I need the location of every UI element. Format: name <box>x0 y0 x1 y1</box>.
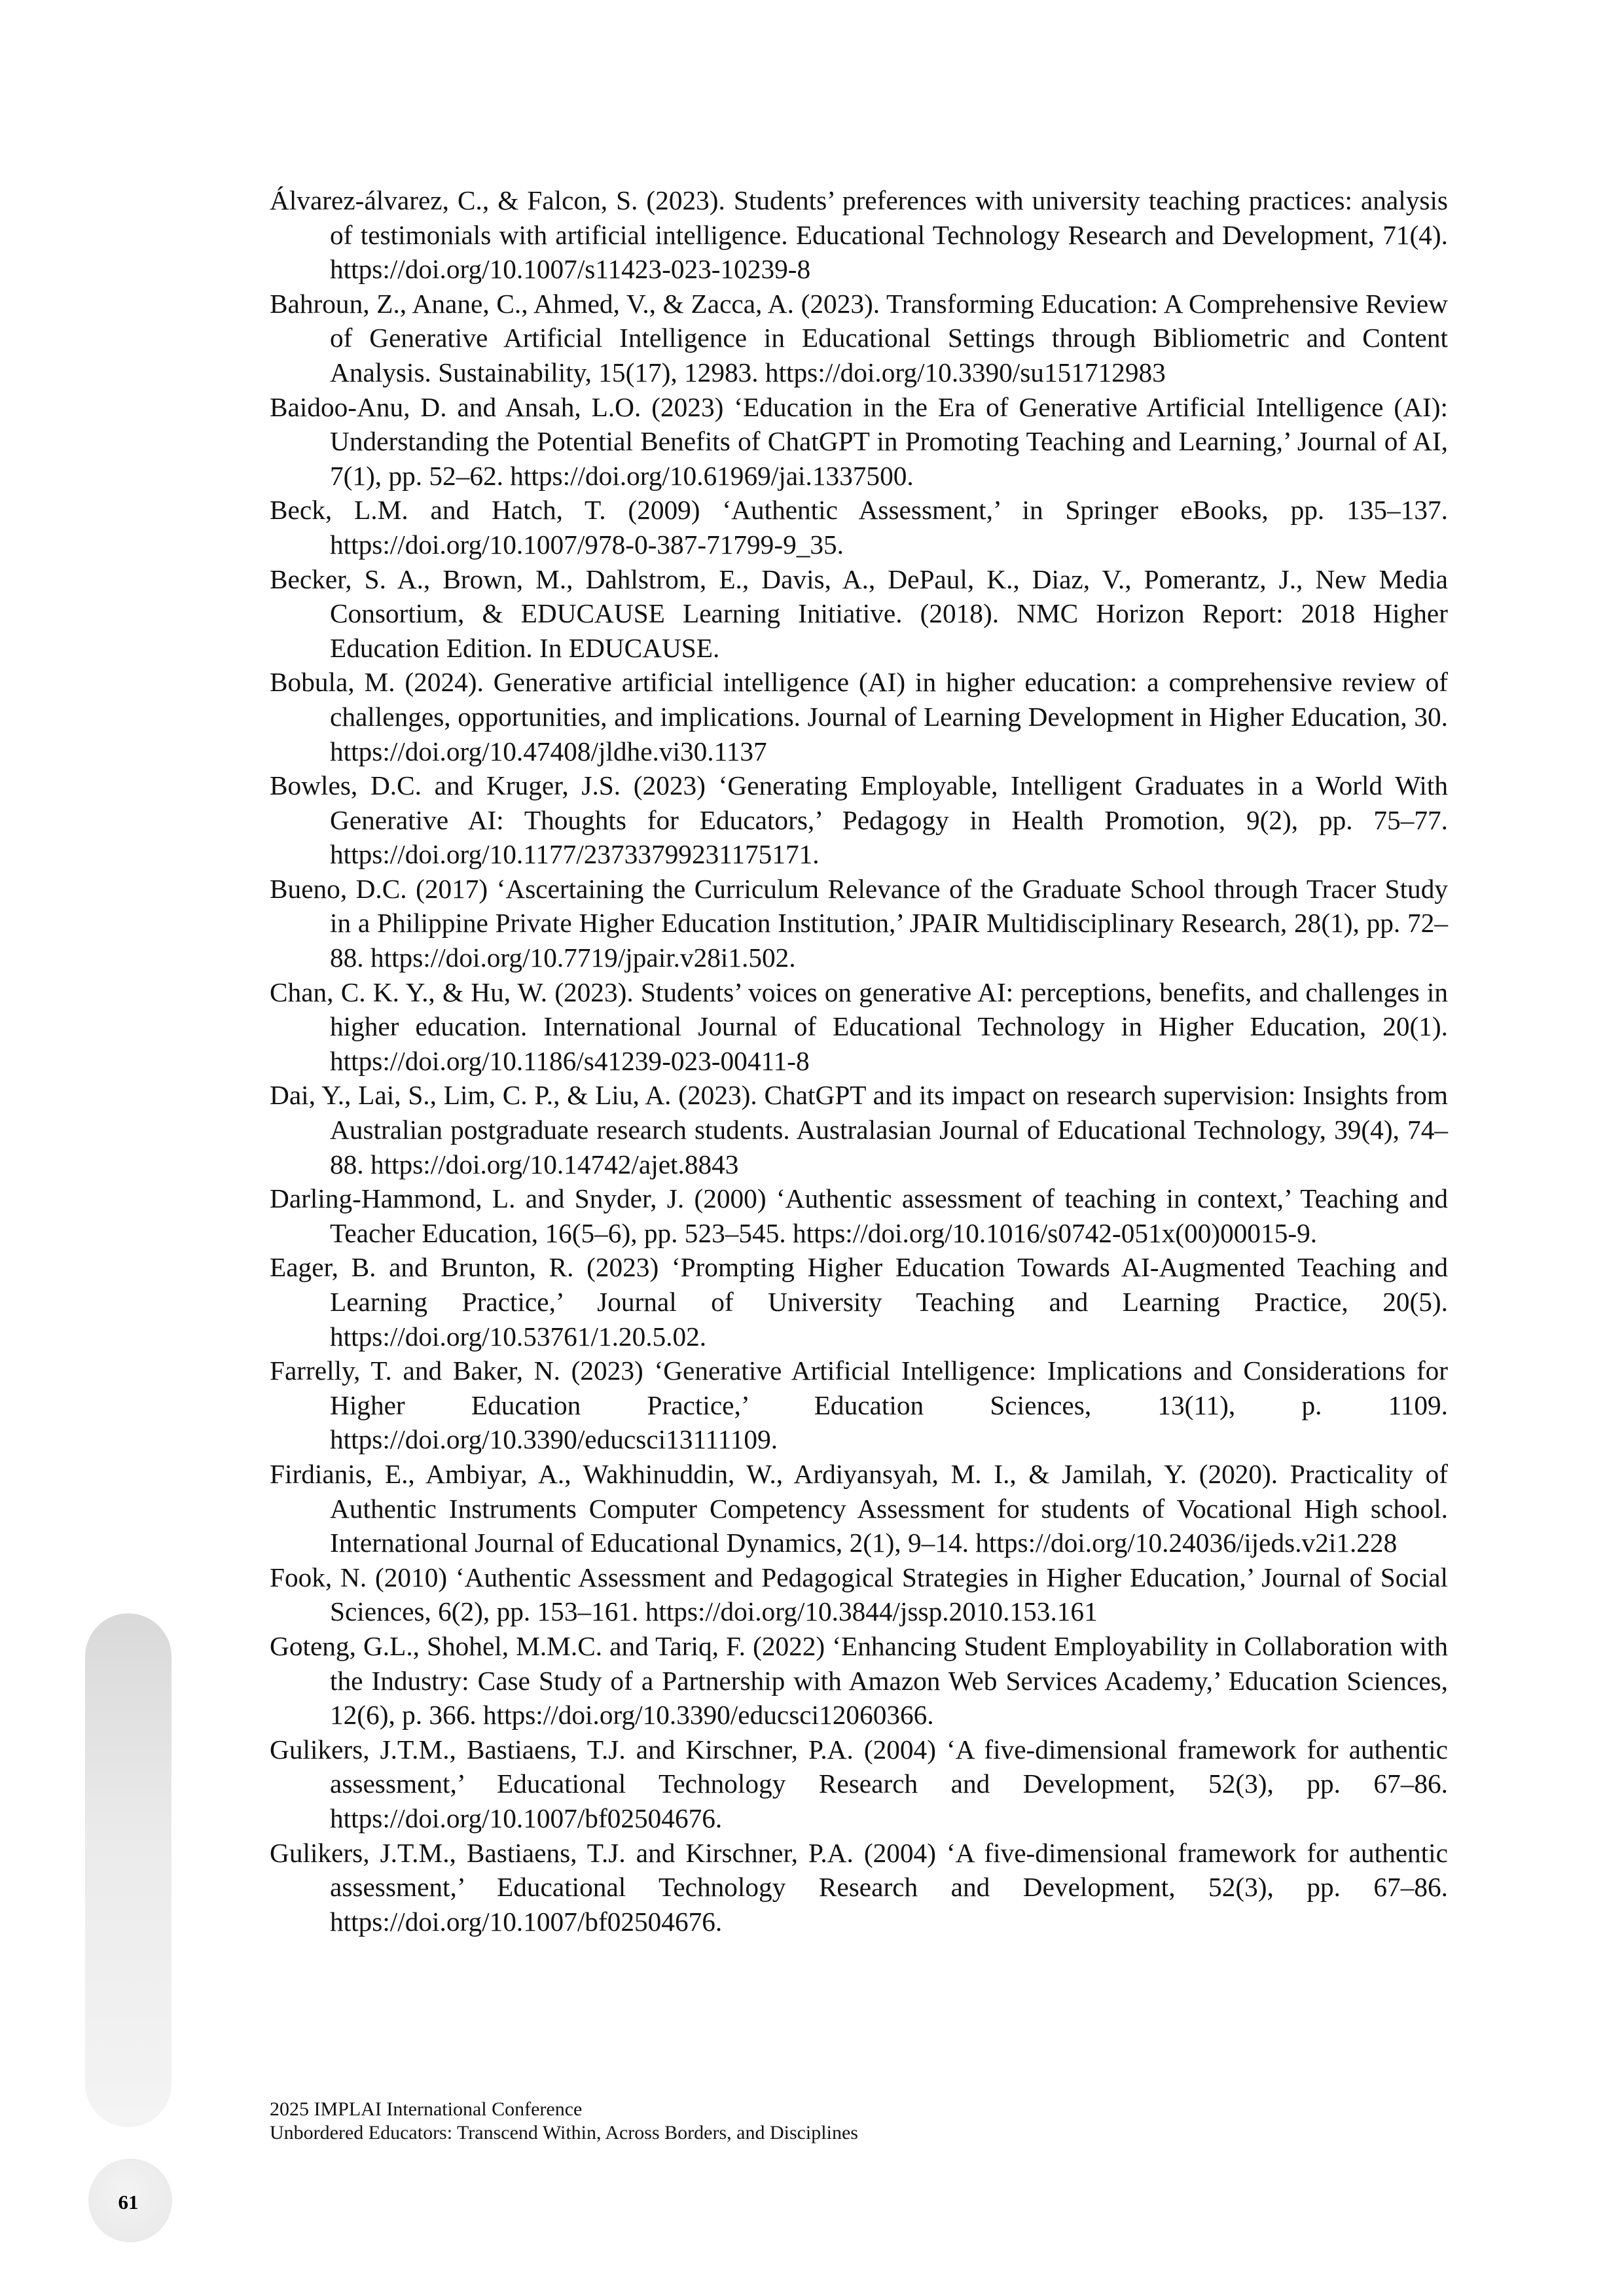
decorative-side-bar <box>85 1613 171 2127</box>
reference-item: Chan, C. K. Y., & Hu, W. (2023). Students’ voices on generative AI: perceptions, benefits, and challenges in higher education. International Journal of Educational Technology in Higher Education, 20(1). https://doi.org/10.1186/s41239-023-00411-8 <box>270 977 1448 1076</box>
reference-list <box>270 183 1448 1939</box>
footer-conference-theme: Unbordered Educators: Transcend Within, Across Borders, and Disciplines <box>270 2122 858 2144</box>
reference-item: Bueno, D.C. (2017) ‘Ascertaining the Curriculum Relevance of the Graduate School through Tracer Study in a Philippine Private Higher Education Institution,’ JPAIR Multidisciplinary Research, 28(1), pp. 72–88. https://doi.org/10.7719/jpair.v28i1.502. <box>270 873 1448 973</box>
reference-item: Goteng, G.L., Shohel, M.M.C. and Tariq, F. (2022) ‘Enhancing Student Employability in Collaboration with the Industry: Case Study of a Partnership with Amazon Web Services Academy,’ Education Sciences, 12(6), p. 366. https://doi.org/10.3390/educsci12060366. <box>270 1630 1448 1731</box>
reference-item: Darling-Hammond, L. and Snyder, J. (2000) ‘Authentic assessment of teaching in context,’ Teaching and Teacher Education, 16(5–6), pp. 523–545. https://doi.org/10.1016/s0742-051x(00)00015-9. <box>270 1183 1448 1248</box>
reference-item: Eager, B. and Brunton, R. (2023) ‘Prompting Higher Education Towards AI-Augmented Teaching and Learning Practice,’ Journal of University Teaching and Learning Practice, 20(5). https://doi.org/10.53761/1.20.5.02. <box>270 1252 1448 1352</box>
reference-item: Bahroun, Z., Anane, C., Ahmed, V., & Zacca, A. (2023). Transforming Education: A Comprehensive Review of Generative Artificial Intelligence in Educational Settings through Bibliometric and Content Analysis. Sustainability, 15(17), 12983. https://doi.org/10.3390/su151712983 <box>270 288 1448 387</box>
reference-item: Gulikers, J.T.M., Bastiaens, T.J. and Kirschner, P.A. (2004) ‘A five-dimensional framework for authentic assessment,’ Educational Technology Research and Development, 52(3), pp. 67–86. https://doi.org/10.1007/bf02504676. <box>270 1837 1448 1937</box>
page-footer <box>270 2098 858 2145</box>
reference-item: Álvarez-álvarez, C., & Falcon, S. (2023). Students’ preferences with university teaching practices: analysis of testimonials with artificial intelligence. Educational Technology Research and Development, 71(4). https://doi.org/10.1007/s11423-023-10239-8 <box>270 185 1448 285</box>
page-number: 61 <box>118 2191 139 2214</box>
reference-item: Bobula, M. (2024). Generative artificial intelligence (AI) in higher education: a comprehensive review of challenges, opportunities, and implications. Journal of Learning Development in Higher Education, 30. https://doi.org/10.47408/jldhe.vi30.1137 <box>270 667 1448 766</box>
reference-item: Farrelly, T. and Baker, N. (2023) ‘Generative Artificial Intelligence: Implications and Considerations for Higher Education Practice,’ Education Sciences, 13(11), p. 1109. https://doi.org/10.3390/educsci13111109. <box>270 1355 1448 1455</box>
reference-item: Becker, S. A., Brown, M., Dahlstrom, E., Davis, A., DePaul, K., Diaz, V., Pomerantz, J., New Media Consortium, & EDUCAUSE Learning Initiative. (2018). NMC Horizon Report: 2018 Higher Education Edition. In EDUCAUSE. <box>270 564 1448 663</box>
footer-conference-name: 2025 IMPLAI International Conference <box>270 2098 583 2120</box>
reference-item: Firdianis, E., Ambiyar, A., Wakhinuddin, W., Ardiyansyah, M. I., & Jamilah, Y. (2020). Practicality of Authentic Instruments Computer Competency Assessment for students of Vocational High school. International Journal of Educational Dynamics, 2(1), 9–14. https://doi.org/10.24036/ijeds.v2i1.228 <box>270 1458 1448 1558</box>
reference-item: Dai, Y., Lai, S., Lim, C. P., & Liu, A. (2023). ChatGPT and its impact on research supervision: Insights from Australian postgraduate research students. Australasian Journal of Educational Technology, 39(4), 74–88. https://doi.org/10.14742/ajet.8843 <box>270 1080 1448 1179</box>
reference-item: Gulikers, J.T.M., Bastiaens, T.J. and Kirschner, P.A. (2004) ‘A five-dimensional framework for authentic assessment,’ Educational Technology Research and Development, 52(3), pp. 67–86. https://doi.org/10.1007/bf02504676. <box>270 1734 1448 1833</box>
reference-item: Bowles, D.C. and Kruger, J.S. (2023) ‘Generating Employable, Intelligent Graduates in a World With Generative AI: Thoughts for Educators,’ Pedagogy in Health Promotion, 9(2), pp. 75–77. https://doi.org/10.1177/23733799231175171. <box>270 770 1448 870</box>
reference-item: Fook, N. (2010) ‘Authentic Assessment and Pedagogical Strategies in Higher Education,’ Journal of Social Sciences, 6(2), pp. 153–161. https://doi.org/10.3844/jssp.2010.153.161 <box>270 1562 1448 1627</box>
reference-item: Beck, L.M. and Hatch, T. (2009) ‘Authentic Assessment,’ in Springer eBooks, pp. 135–137. https://doi.org/10.1007/978-0-387-71799-9_35. <box>270 495 1448 560</box>
reference-item: Baidoo-Anu, D. and Ansah, L.O. (2023) ‘Education in the Era of Generative Artificial Intelligence (AI): Understanding the Potential Benefits of ChatGPT in Promoting Teaching and Learning,’ Journal of AI, 7(1), pp. 52–62. https://doi.org/10.61969/jai.1337500. <box>270 391 1448 491</box>
page-number-badge <box>88 2159 172 2242</box>
